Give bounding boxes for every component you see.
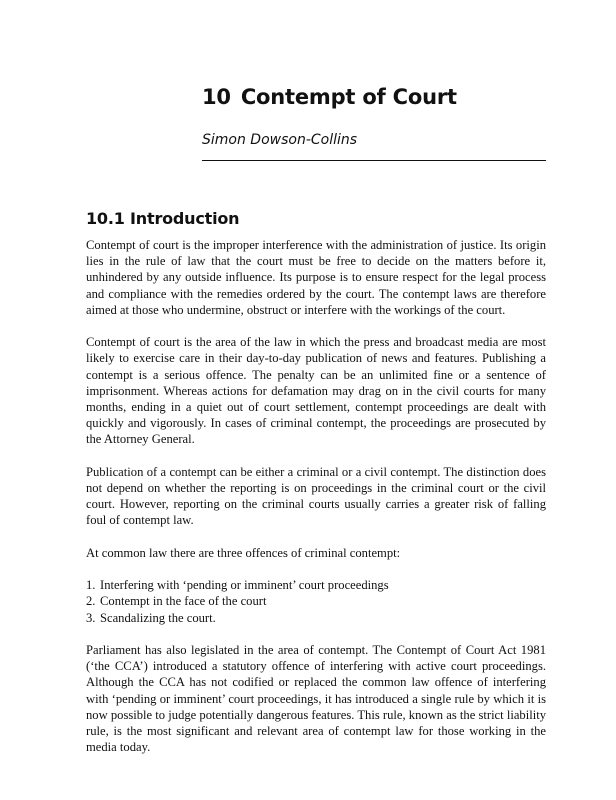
paragraph: Contempt of court is the improper interference with the administration of justice. Its origin lies in the rule of law that the court must be free to decide on the matters before it, unhindered by any outside influence. Its purpose is to ensure respect for the legal process and compliance with the remedies ordered by the court. The contempt laws are therefore aimed at those who undermine, obstruct or interfere with the workings of the court. xyxy=(86,238,546,317)
list-item xyxy=(86,593,546,609)
list-item xyxy=(86,577,546,593)
chapter-author: Simon Dowson-Collins xyxy=(202,132,358,148)
paragraph: At common law there are three offences of criminal contempt: xyxy=(86,545,401,560)
list-item-text: Contempt in the face of the court xyxy=(100,594,267,609)
chapter-title-text: Contempt of Court xyxy=(240,85,457,109)
paragraph: Parliament has also legislated in the area of contempt. The Contempt of Court Act 1981 (‘the CCA’) introduced a statutory offence of interfering with active court proceedings. Although the CCA has not codified or replaced the common law offence of interfering with ‘pending or imminent’ court proceedings, it has introduced a single rule by which it is now possible to judge potentially dangerous features. This rule, known as the strict liability rule, is the most significant and relevant area of contempt law for those working in the media today. xyxy=(86,643,546,755)
body-text xyxy=(86,237,546,755)
list-marker: 3. xyxy=(86,610,96,625)
paragraph: Publication of a contempt can be either a criminal or a civil contempt. The distinction does not depend on whether the reporting is on proceedings in the criminal court or the civil court. However, reporting on the criminal courts usually carries a greater risk of falling foul of contempt law. xyxy=(86,464,546,528)
list-item-text: Scandalizing the court. xyxy=(100,610,216,625)
list-item xyxy=(86,610,546,626)
title-divider xyxy=(202,160,546,161)
section-heading: 10.1 Introduction xyxy=(86,209,240,228)
offence-list xyxy=(86,577,546,626)
list-marker: 2. xyxy=(86,594,96,609)
list-marker: 1. xyxy=(86,578,96,593)
chapter-number: 10 xyxy=(202,85,231,109)
list-item-text: Interfering with ‘pending or imminent’ court proceedings xyxy=(100,578,389,593)
chapter-title xyxy=(202,85,457,109)
paragraph: Contempt of court is the area of the law in which the press and broadcast media are most likely to exercise care in their day-to-day publication of news and features. Publishing a contempt is a serious offence. The penalty can be an unlimited fine or a sentence of imprisonment. Whereas actions for defamation may drag on in the civil courts for many months, ending in a quiet out of court settlement, contempt proceedings are dealt with quickly and vigorously. In cases of criminal contempt, the proceedings are prosecuted by the Attorney General. xyxy=(86,335,546,447)
